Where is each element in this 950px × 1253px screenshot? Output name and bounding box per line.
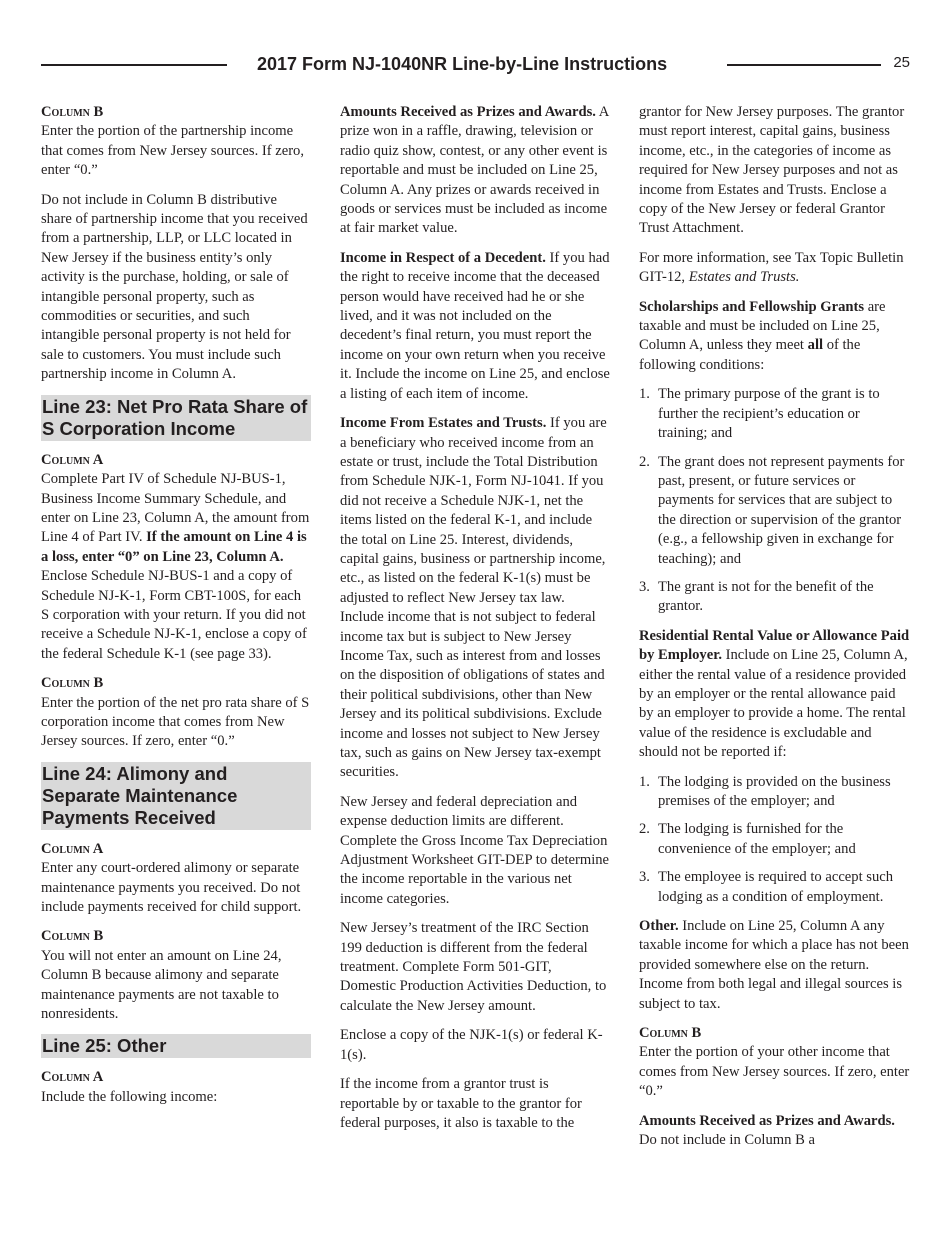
list-item-text: The grant does not represent payments for past, present, or future services or payments for services that are subject to the direction or supervision of the grantor (e.g., a fellowship given in exchange for teaching); and: [658, 453, 905, 567]
page-title: 2017 Form NJ-1040NR Line-by-Line Instructions: [257, 54, 668, 74]
paragraph: If the income from a grantor trust is reportable by or taxable to the grantor for federal purposes, it also is taxable to the: [340, 1076, 582, 1131]
paragraph: [639, 249, 911, 288]
column-a-heading: Column A: [41, 1069, 104, 1086]
paragraph: New Jersey’s treatment of the IRC Section 199 deduction is different from the federal treatment. Complete Form 501-GIT, Domestic Production Activities Deduction, to calculate the New Jersey amount.: [340, 920, 607, 1014]
text: Include on Line 25, Column A any taxable income for which a place has not been provided somewhere else on the return. Income from both legal and illegal sources is subject to tax.: [639, 918, 909, 1012]
column-b-heading: Column B: [41, 104, 104, 120]
list-item: [639, 385, 911, 443]
list-number: 2.: [639, 453, 650, 470]
list-number: 2.: [639, 821, 650, 838]
italic-text: Estates and Trusts.: [688, 269, 800, 286]
page-header: [41, 52, 910, 80]
text: Do not include in Column B a: [639, 1132, 815, 1149]
list-item: [639, 578, 911, 617]
header-rule-left: [41, 64, 227, 66]
list-item: [639, 453, 911, 569]
column-a-heading: Column A: [41, 840, 104, 857]
list-item: [639, 868, 911, 907]
text: If you are a beneficiary who received income from an estate or trust, include the Total Distribution from Schedule NJK-1, Form NJ-1041. If you did not receive a Schedule NJK-1, net the items listed on the federal K-1, and include the total on Line 25. Interest, dividends, capital gains, business or partnership income, etc., as listed on the federal K-1(s) must be adjusted to reflect New Jersey tax law. Include income that is not subject to federal income tax but is subject to New Jersey Income Tax, such as interest from and losses on the disposition of obligations of states and their political subdivisions, other than New Jersey and its political subdivisions. Exclude income and losses not subject to New Jersey tax, such as gains on New Jersey tax-exempt securities.: [340, 415, 607, 781]
text: Include on Line 25, Column A, either the rental value of a residence provided by an employer or the rental allowance paid by an employer to provide a home. The rental value of the residence is excludable and should not be reported if:: [639, 647, 908, 761]
paragraph: You will not enter an amount on Line 24, Column B because alimony and separate maintenance payments are not taxable to nonresidents.: [41, 947, 282, 1023]
paragraph: [639, 298, 911, 376]
paragraph: [639, 627, 911, 763]
scholarship-conditions-list: [639, 385, 911, 616]
list-item-text: The employee is required to accept such lodging as a condition of employment.: [658, 869, 894, 905]
text: Complete Part IV of Schedule NJ-BUS-1, Business Income Summary Schedule, and enter on Line 23, Column A, the amount from Line 4 of Part IV.: [41, 471, 310, 546]
bold-text: Other.: [639, 918, 679, 935]
list-number: 1.: [639, 773, 650, 790]
bold-text: Amounts Received as Prizes and Awards.: [639, 1112, 895, 1129]
list-item: [639, 820, 911, 859]
bold-text: Income From Estates and Trusts.: [340, 415, 547, 432]
bold-text: Scholarships and Fellowship Grants: [639, 298, 865, 315]
text: of the following conditions:: [639, 337, 861, 373]
list-number: 3.: [639, 578, 650, 595]
bold-text: Amounts Received as Prizes and Awards.: [340, 104, 596, 120]
column-b-heading: Column B: [41, 928, 104, 945]
column-left: [41, 103, 311, 1117]
text: For more information, see Tax Topic Bulletin GIT-12,: [639, 249, 904, 286]
column-a-heading: Column A: [41, 451, 104, 468]
paragraph: grantor for New Jersey purposes. The grantor must report interest, capital gains, business income, etc., in the categories of income as required for New Jersey purposes and not as income from Estates and Trusts. Enclose a copy of the New Jersey or federal Grantor Trust Attachment.: [639, 104, 905, 237]
line-23-heading: Line 23: Net Pro Rata Share of S Corporation Income: [41, 395, 311, 441]
text: If you had the right to receive income that the deceased person would have received had he or she lived, and it was not included on the decedent’s final return, you must report the income on your own return when you receive it. Include the income on Line 25, and enclose a listing of each item of income.: [340, 249, 610, 402]
line-24-heading: Line 24: Alimony and Separate Maintenance Payments Received: [41, 762, 311, 830]
bold-text: all: [807, 337, 824, 354]
header-rule-right: [727, 64, 881, 66]
paragraph: [340, 414, 610, 783]
paragraph: Enter the portion of the partnership income that comes from New Jersey sources. If zero, enter “0.”: [41, 123, 304, 179]
paragraph: Enter the portion of your other income that comes from New Jersey sources. If zero, enter “0.”: [639, 1044, 910, 1100]
bold-text: If the amount on Line 4 is a loss, enter “0” on Line 23, Column A.: [41, 529, 307, 565]
list-item-text: The lodging is furnished for the convenience of the employer; and: [658, 821, 856, 857]
paragraph: [639, 1112, 911, 1151]
list-item-text: The grant is not for the benefit of the grantor.: [658, 578, 874, 615]
paragraph: Do not include in Column B distributive share of partnership income that you received from a partnership, LLP, or LLC located in New Jersey if the business entity’s only activity is the purchase, holding, or sale of intangible personal property, such as commodities or securities, and such intangible personal property is not held for sale to customers. You must include such partnership income in Column A.: [41, 191, 308, 383]
bold-text: Residential Rental Value or Allowance Paid by Employer.: [639, 627, 910, 664]
paragraph: [41, 470, 311, 664]
page-number: 25: [893, 54, 910, 71]
paragraph: Include the following income:: [41, 1088, 218, 1105]
text: A prize won in a raffle, drawing, television or radio quiz show, contest, or any other event is reportable and must be included on Line 25, Column A. Any prizes or awards received in goods or services must be included as income at fair market value.: [340, 104, 609, 237]
paragraph: Enter the portion of the net pro rata share of S corporation income that comes from New Jersey sources. If zero, enter “0.”: [41, 694, 310, 750]
paragraph: [340, 249, 610, 404]
paragraph: Enter any court-ordered alimony or separate maintenance payments you received. Do not include payments received for child support.: [41, 860, 302, 915]
list-number: 1.: [639, 386, 650, 403]
paragraph: New Jersey and federal depreciation and expense deduction limits are different. Complete the Gross Income Tax Depreciation Adjustment Worksheet GIT-DEP to determine the income reportable in the various net income categories.: [340, 793, 610, 907]
text: are taxable and must be included on Line 25, Column A, unless they meet: [639, 298, 886, 354]
paragraph: [340, 103, 610, 239]
rental-conditions-list: [639, 773, 911, 907]
column-middle: [340, 103, 610, 1143]
column-right: [639, 103, 911, 1161]
column-b-heading: Column B: [41, 675, 104, 692]
list-item-text: The lodging is provided on the business premises of the employer; and: [658, 773, 891, 809]
column-b-heading: Column B: [639, 1025, 702, 1042]
paragraph: [639, 917, 911, 1014]
text: Enclose Schedule NJ-BUS-1 and a copy of Schedule NJ-K-1, Form CBT-100S, for each S corporation with your return. If you did not receive a Schedule NJ-K-1, enclose a copy of the federal Schedule K-1 (see page 33).: [41, 568, 307, 662]
list-item: [639, 773, 911, 812]
list-number: 3.: [639, 869, 650, 886]
paragraph: Enclose a copy of the NJK-1(s) or federal K-1(s).: [340, 1027, 603, 1063]
line-25-heading: Line 25: Other: [41, 1034, 311, 1058]
bold-text: Income in Respect of a Decedent.: [340, 249, 546, 266]
list-item-text: The primary purpose of the grant is to further the recipient’s education or training; and: [658, 386, 880, 442]
